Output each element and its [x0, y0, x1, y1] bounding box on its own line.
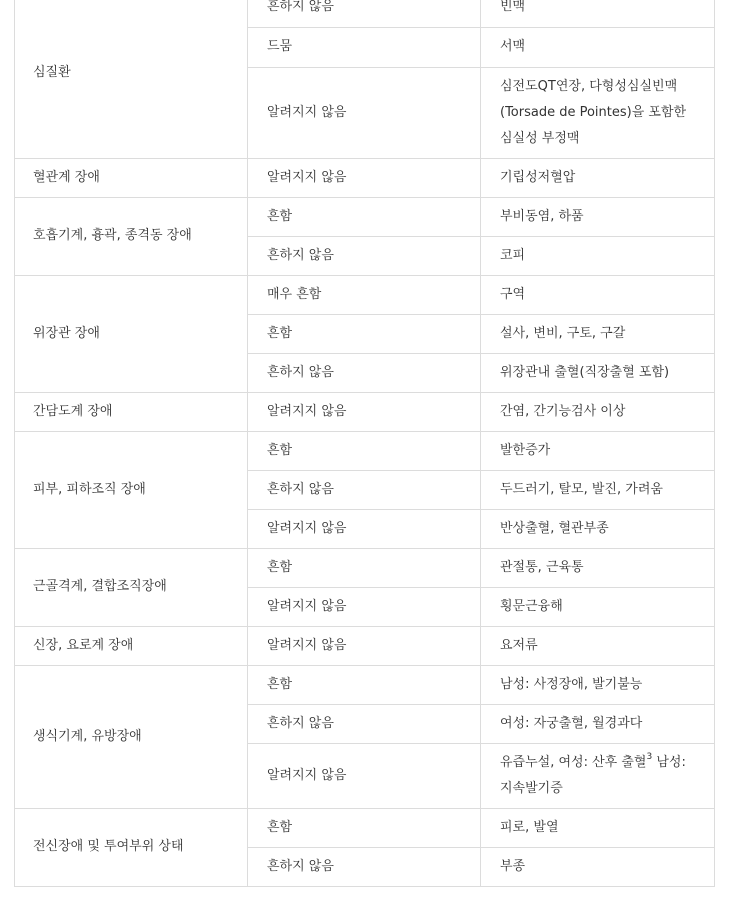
table-row — [15, 197, 715, 236]
frequency-cell: 흔하지 않음 — [248, 470, 481, 509]
effect-cell: 횡문근융해 — [481, 587, 715, 626]
frequency-cell: 흔함 — [248, 665, 481, 704]
effect-cell: 관절통, 근육통 — [481, 548, 715, 587]
effect-cell: 남성: 사정장애, 발기불능 — [481, 665, 715, 704]
effect-cell: 여성: 자궁출혈, 월경과다 — [481, 704, 715, 743]
effect-cell: 부종 — [481, 847, 715, 886]
frequency-cell: 흔함 — [248, 808, 481, 847]
effect-cell: 빈맥 — [481, 0, 715, 27]
adverse-reactions-table — [14, 0, 715, 887]
organ-class-cell: 생식기계, 유방장애 — [15, 665, 248, 808]
organ-class-cell: 혈관계 장애 — [15, 158, 248, 197]
effect-cell — [481, 743, 715, 808]
effect-text-continued: 남성: 지속발기증 — [500, 754, 686, 796]
effect-cell: 부비동염, 하품 — [481, 197, 715, 236]
frequency-cell: 알려지지 않음 — [248, 587, 481, 626]
effect-cell: 간염, 간기능검사 이상 — [481, 392, 715, 431]
effect-cell: 요저류 — [481, 626, 715, 665]
effect-cell: 발한증가 — [481, 431, 715, 470]
table-row — [15, 158, 715, 197]
table-row — [15, 275, 715, 314]
frequency-cell: 흔하지 않음 — [248, 704, 481, 743]
table-row — [15, 0, 715, 27]
frequency-cell: 알려지지 않음 — [248, 67, 481, 158]
frequency-cell: 알려지지 않음 — [248, 158, 481, 197]
frequency-cell: 매우 흔함 — [248, 275, 481, 314]
organ-class-cell: 간담도계 장애 — [15, 392, 248, 431]
footnote-marker: 3 — [646, 752, 653, 763]
organ-class-cell: 피부, 피하조직 장애 — [15, 431, 248, 548]
table-row — [15, 431, 715, 470]
effect-cell: 기립성저혈압 — [481, 158, 715, 197]
frequency-cell: 알려지지 않음 — [248, 392, 481, 431]
frequency-cell: 흔하지 않음 — [248, 847, 481, 886]
effect-cell: 심전도QT연장, 다형성심실빈맥(Torsade de Pointes)을 포함한 심실성 부정맥 — [481, 67, 715, 158]
organ-class-cell: 호흡기계, 흉곽, 종격동 장애 — [15, 197, 248, 275]
frequency-cell: 흔함 — [248, 431, 481, 470]
frequency-cell: 알려지지 않음 — [248, 743, 481, 808]
effect-cell: 구역 — [481, 275, 715, 314]
organ-class-cell: 근골격계, 결합조직장애 — [15, 548, 248, 626]
effect-cell: 코피 — [481, 236, 715, 275]
effect-cell: 설사, 변비, 구토, 구갈 — [481, 314, 715, 353]
organ-class-cell: 신장, 요로계 장애 — [15, 626, 248, 665]
frequency-cell: 흔하지 않음 — [248, 236, 481, 275]
table-row — [15, 392, 715, 431]
frequency-cell: 흔함 — [248, 548, 481, 587]
frequency-cell: 알려지지 않음 — [248, 626, 481, 665]
table-row — [15, 665, 715, 704]
effect-cell: 서맥 — [481, 27, 715, 67]
frequency-cell: 흔함 — [248, 197, 481, 236]
frequency-cell: 흔함 — [248, 314, 481, 353]
table-row — [15, 626, 715, 665]
table-row — [15, 548, 715, 587]
frequency-cell: 흔하지 않음 — [248, 353, 481, 392]
effect-cell: 피로, 발열 — [481, 808, 715, 847]
frequency-cell: 드뭄 — [248, 27, 481, 67]
organ-class-cell: 전신장애 및 투여부위 상태 — [15, 808, 248, 886]
frequency-cell: 흔하지 않음 — [248, 0, 481, 27]
effect-text: 유즙누설, 여성: 산후 출혈 — [500, 754, 647, 770]
effect-cell: 두드러기, 탈모, 발진, 가려움 — [481, 470, 715, 509]
effect-cell: 위장관내 출혈(직장출혈 포함) — [481, 353, 715, 392]
organ-class-cell: 심질환 — [15, 0, 248, 158]
effect-cell: 반상출혈, 혈관부종 — [481, 509, 715, 548]
table-row — [15, 808, 715, 847]
frequency-cell: 알려지지 않음 — [248, 509, 481, 548]
organ-class-cell: 위장관 장애 — [15, 275, 248, 392]
